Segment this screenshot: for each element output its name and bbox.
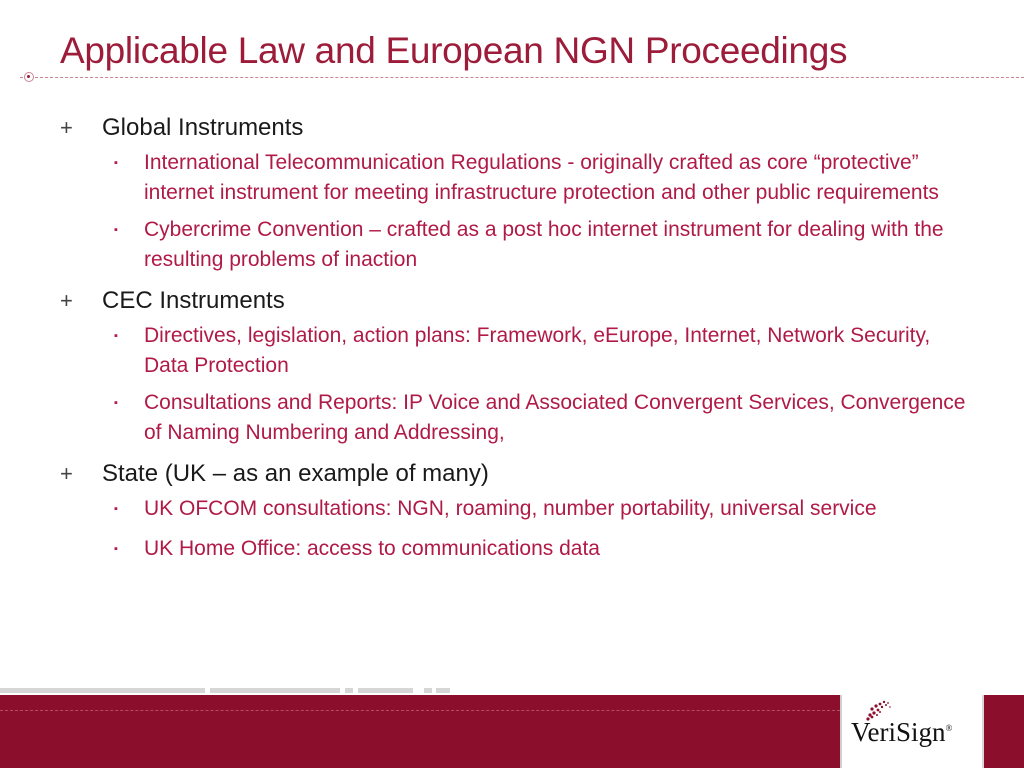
section-state-uk: [58, 458, 968, 567]
strip-segment: [210, 688, 340, 693]
level1-item: [58, 458, 968, 490]
slide-title: Applicable Law and European NGN Proceedings: [60, 30, 848, 71]
strip-segment: [0, 688, 205, 693]
plus-bullet-icon: +: [60, 461, 73, 486]
list-item-text: UK Home Office: access to communications data: [144, 537, 600, 560]
square-bullet-icon: ▪: [114, 224, 118, 236]
section-label: State (UK – as an example of many): [102, 460, 489, 487]
slide-content: [58, 112, 968, 577]
square-bullet-icon: ▪: [114, 503, 118, 515]
list-item-text: Consultations and Reports: IP Voice and Associated Convergent Services, Convergence of Naming Numbering and Addressing,: [144, 391, 966, 444]
strip-segment: [424, 688, 432, 693]
square-bullet-icon: ▪: [114, 543, 118, 555]
list-item-text: Cybercrime Convention – crafted as a post hoc internet instrument for dealing with the resulting problems of inaction: [144, 218, 944, 271]
list-item-text: International Telecommunication Regulations - originally crafted as core “protective” internet instrument for meeting infrastructure protection and other public requirements: [144, 151, 939, 204]
decorative-strip: [0, 688, 460, 694]
square-bullet-icon: ▪: [114, 397, 118, 409]
list-item-text: Directives, legislation, action plans: Framework, eEurope, Internet, Network Security, Data Protection: [144, 324, 931, 377]
verisign-logo: [840, 695, 982, 768]
list-item: [58, 388, 968, 448]
logo-wordmark: [851, 717, 952, 748]
strip-segment: [436, 688, 450, 693]
square-bullet-icon: ▪: [114, 330, 118, 342]
section-label: CEC Instruments: [102, 287, 285, 314]
section-label: Global Instruments: [102, 114, 304, 141]
title-divider: [20, 77, 1024, 78]
square-bullet-icon: ▪: [114, 157, 118, 169]
list-item: [58, 321, 968, 381]
strip-segment: [358, 688, 413, 693]
list-item: [58, 148, 968, 208]
list-item: [58, 215, 968, 275]
bullet-dot-icon: [24, 72, 34, 82]
level1-item: [58, 285, 968, 317]
footer-right-edge: [982, 695, 1024, 768]
level1-item: [58, 112, 968, 144]
list-item: [58, 534, 968, 567]
plus-bullet-icon: +: [60, 288, 73, 313]
list-item: [58, 494, 968, 527]
footer-divider: [0, 710, 840, 711]
logo-letter: V: [851, 717, 868, 747]
registered-mark: ®: [945, 723, 953, 733]
plus-bullet-icon: +: [60, 115, 73, 140]
section-global-instruments: [58, 112, 968, 275]
section-cec-instruments: [58, 285, 968, 448]
strip-segment: [345, 688, 353, 693]
sub-list: [58, 494, 968, 567]
sub-list: [58, 321, 968, 448]
logo-text-rest: eriSign: [867, 717, 946, 747]
list-item-text: UK OFCOM consultations: NGN, roaming, number portability, universal service: [144, 497, 877, 520]
sub-list: [58, 148, 968, 275]
